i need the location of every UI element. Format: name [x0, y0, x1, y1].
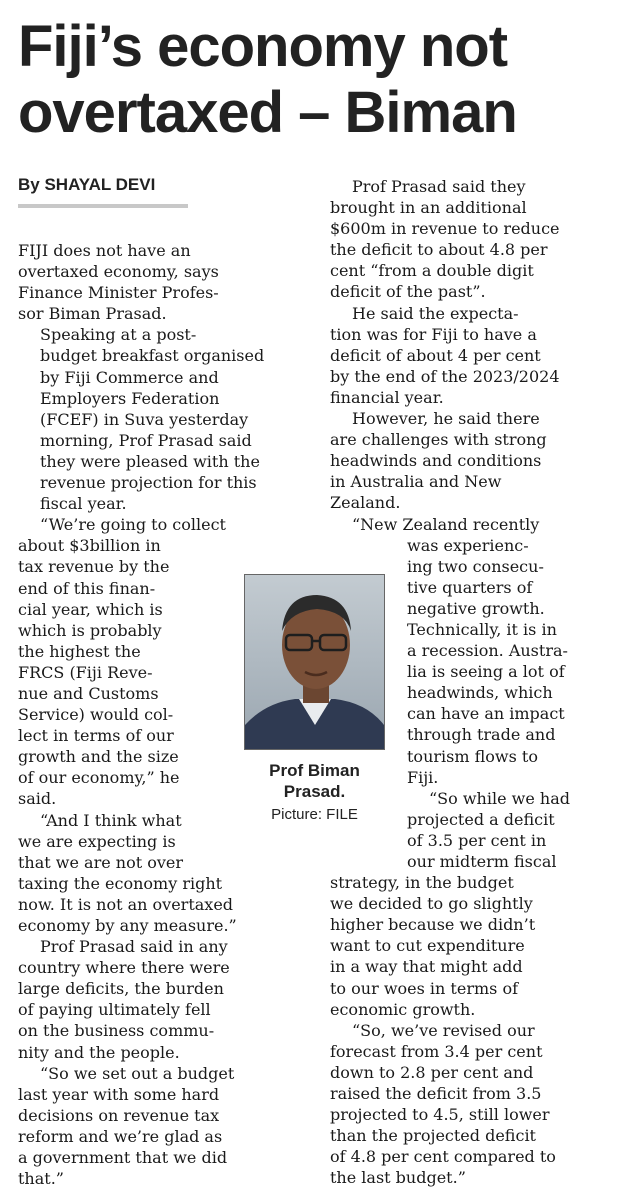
- byline: By SHAYAL DEVI: [18, 175, 156, 194]
- text-line: headwinds and conditions: [330, 451, 542, 471]
- text-line: that.”: [18, 1169, 64, 1189]
- caption-name-line-1: Prof Biman: [269, 761, 360, 780]
- text-line: tion was for Fiji to have a: [330, 324, 537, 344]
- text-line: said.: [18, 789, 57, 809]
- text-line: $600m in revenue to reduce: [330, 219, 560, 239]
- text-line: was experienc-: [407, 535, 529, 555]
- text-line: the highest the: [18, 641, 141, 661]
- text-line: the deficit to about 4.8 per: [330, 240, 548, 260]
- headline: [18, 14, 618, 146]
- text-line: lect in terms of our: [18, 726, 174, 746]
- caption-name-line-2: Prasad.: [283, 782, 346, 801]
- text-line: can have an impact: [407, 704, 565, 724]
- headline-line-2: overtaxed – Biman: [18, 80, 517, 145]
- text-line: raised the deficit from 3.5: [330, 1084, 542, 1104]
- text-line: on the business commu-: [18, 1021, 215, 1041]
- text-line: Fiji.: [407, 767, 439, 787]
- text-line: ing two consecu-: [407, 556, 544, 576]
- text-line: to our woes in terms of: [330, 978, 518, 998]
- text-line: “So, we’ve revised our: [352, 1020, 535, 1040]
- text-line: “So we set out a budget: [40, 1063, 235, 1083]
- text-line: nity and the people.: [18, 1042, 180, 1062]
- text-line: projected a deficit: [407, 809, 555, 829]
- text-line: end of this finan-: [18, 578, 156, 598]
- text-line: a government that we did: [18, 1148, 228, 1168]
- text-line: we decided to go slightly: [330, 894, 533, 914]
- text-line: country where there were: [18, 958, 230, 978]
- text-line: through trade and: [407, 725, 556, 745]
- text-line: deficit of the past”.: [330, 282, 486, 302]
- text-line: growth and the size: [18, 747, 179, 767]
- text-line: are challenges with strong: [330, 430, 547, 450]
- text-line: sor Biman Prasad.: [18, 304, 167, 324]
- text-line: down to 2.8 per cent and: [330, 1062, 534, 1082]
- headline-line-1: Fiji’s economy not: [18, 14, 508, 79]
- text-line: higher because we didn’t: [330, 915, 536, 935]
- text-line: economic growth.: [330, 999, 476, 1019]
- text-line: tourism flows to: [407, 746, 538, 766]
- text-line: Prof Prasad said in any: [40, 937, 228, 957]
- paragraph: [18, 936, 318, 1063]
- text-line: “New Zealand recently: [352, 514, 540, 534]
- text-line: of paying ultimately fell: [18, 1000, 211, 1020]
- text-line: “So while we had: [429, 788, 570, 808]
- text-line: negative growth.: [407, 598, 545, 618]
- paragraph: [330, 1020, 620, 1189]
- text-line: morning, Prof Prasad said: [40, 430, 252, 450]
- text-line: revenue projection for this: [40, 473, 257, 493]
- paragraph: [330, 408, 620, 513]
- text-line: Prof Prasad said they: [352, 177, 526, 196]
- text-line: of 4.8 per cent compared to: [330, 1147, 556, 1167]
- text-line: Speaking at a post-: [40, 325, 197, 345]
- paragraph: [330, 303, 620, 408]
- text-line: fiscal year.: [40, 494, 127, 514]
- paragraph: [18, 324, 318, 514]
- text-line: Employers Federation: [40, 388, 220, 408]
- text-line: by Fiji Commerce and: [40, 367, 219, 387]
- text-line: tive quarters of: [407, 577, 533, 597]
- byline-rule: [18, 204, 188, 208]
- text-line: FIJI does not have an: [18, 241, 191, 260]
- text-line: now. It is not an overtaxed: [18, 894, 234, 914]
- text-line: FRCS (Fiji Reve-: [18, 662, 153, 682]
- text-line: want to cut expenditure: [330, 936, 525, 956]
- text-line: taxing the economy right: [18, 873, 223, 893]
- text-line: budget breakfast organised: [40, 346, 265, 366]
- text-line: last year with some hard: [18, 1084, 220, 1104]
- text-line: in a way that might add: [330, 957, 523, 977]
- text-line: Finance Minister Profes-: [18, 283, 219, 303]
- text-line: that we are not over: [18, 852, 184, 872]
- text-line: headwinds, which: [407, 683, 553, 703]
- text-line: He said the expecta-: [352, 303, 519, 323]
- text-line: of our economy,” he: [18, 768, 180, 788]
- text-line: forecast from 3.4 per cent: [330, 1041, 543, 1061]
- text-line: in Australia and New: [330, 472, 502, 492]
- text-line: financial year.: [330, 387, 444, 407]
- text-line: our midterm fiscal: [407, 852, 557, 871]
- text-line: strategy, in the budget: [330, 873, 514, 893]
- portrait-illustration: [245, 575, 384, 749]
- text-line: cial year, which is: [18, 599, 163, 619]
- text-line: Service) would col-: [18, 705, 174, 725]
- text-line: overtaxed economy, says: [18, 262, 219, 282]
- text-line: lia is seeing a lot of: [407, 662, 565, 682]
- text-line: large deficits, the burden: [18, 979, 224, 999]
- text-line: which is probably: [18, 620, 162, 640]
- text-line: a recession. Austra-: [407, 641, 568, 661]
- text-line: reform and we’re glad as: [18, 1126, 223, 1146]
- text-line: projected to 4.5, still lower: [330, 1105, 550, 1125]
- text-line: (FCEF) in Suva yesterday: [40, 409, 249, 429]
- photo-credit: Picture: FILE: [271, 806, 358, 823]
- photo-caption-name: [244, 760, 385, 802]
- text-line: the last budget.”: [330, 1168, 466, 1188]
- text-line: cent “from a double digit: [330, 261, 534, 281]
- text-line: deficit of about 4 per cent: [330, 345, 541, 365]
- text-line: of 3.5 per cent in: [407, 830, 547, 850]
- text-line: by the end of the 2023/2024: [330, 366, 560, 386]
- paragraph: [330, 176, 620, 303]
- text-line: decisions on revenue tax: [18, 1105, 220, 1125]
- text-line: Technically, it is in: [407, 619, 557, 639]
- paragraph: [18, 810, 318, 937]
- text-line: than the projected deficit: [330, 1126, 536, 1146]
- text-line: “We’re going to collect: [40, 515, 226, 535]
- text-line: economy by any measure.”: [18, 916, 237, 935]
- text-line: brought in an additional: [330, 198, 527, 218]
- text-line: nue and Customs: [18, 683, 159, 703]
- text-line: they were pleased with the: [40, 451, 260, 471]
- text-line: However, he said there: [352, 409, 540, 429]
- text-line: tax revenue by the: [18, 557, 170, 577]
- text-line: we are expecting is: [18, 831, 176, 851]
- paragraph: [18, 240, 318, 324]
- text-line: Zealand.: [330, 493, 401, 513]
- portrait-photo: [244, 574, 385, 750]
- text-line: about $3billion in: [18, 536, 161, 556]
- text-line: “And I think what: [40, 810, 182, 830]
- paragraph: [18, 1063, 318, 1190]
